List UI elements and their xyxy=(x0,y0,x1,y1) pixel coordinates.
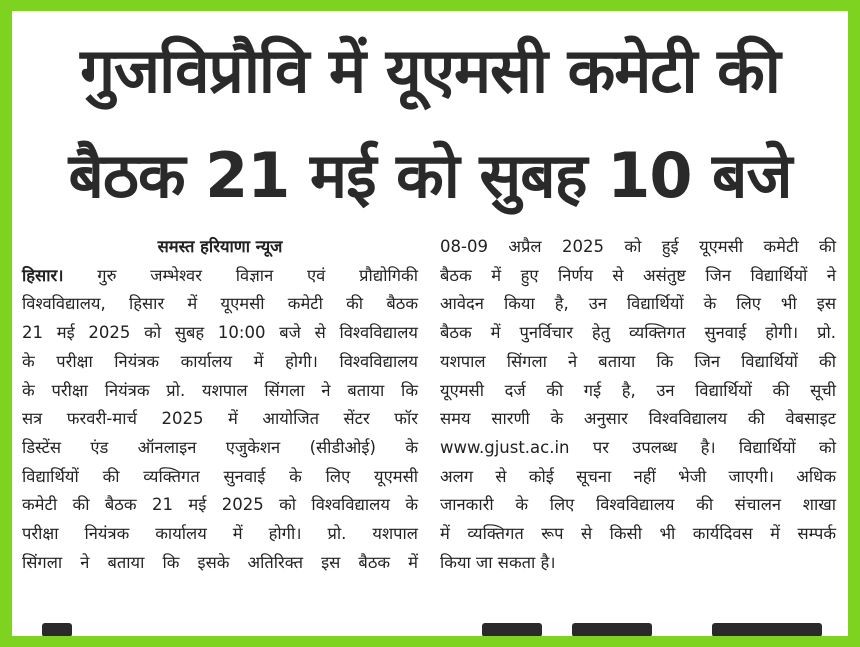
article-line: परीक्षा नियंत्रक कार्यालय में होगी। प्रो. यशपाल xyxy=(22,524,418,544)
byline: समस्त हरियाणा न्यूज xyxy=(157,237,283,256)
article-line: विश्वविद्यालय, हिसार में यूएमसी कमेटी की बैठक xyxy=(22,294,418,314)
article-line: यशपाल सिंगला ने बताया कि जिन विद्यार्थियों की xyxy=(440,351,836,371)
cropped-text-fragment xyxy=(42,623,72,636)
dateline: हिसार। xyxy=(22,265,64,285)
article-line: सत्र फरवरी-मार्च 2025 में आयोजित सेंटर फॉर xyxy=(22,409,418,429)
article-line: आवेदन किया है, उन विद्यार्थियों के लिए भी इस xyxy=(440,294,836,314)
article-line: डिस्टेंस एंड ऑनलाइन एजुकेशन (सीडीओई) के xyxy=(22,437,418,457)
article-first-line-text: गुरु जम्भेश्वर विज्ञान एवं प्रौद्योगिकी xyxy=(63,265,418,285)
cropped-text-fragment xyxy=(482,623,542,636)
article-line: बैठक में हुए निर्णय से असंतुष्ट जिन विद्यार्थियों ने xyxy=(440,265,836,285)
article-line: समय सारणी के अनुसार विश्वविद्यालय की वेबसाइट xyxy=(440,409,836,429)
article-line: अलग से कोई सूचना नहीं भेजी जाएगी। अधिक xyxy=(440,466,836,486)
newspaper-clipping xyxy=(12,11,848,636)
article-line: सिंगला ने बताया कि इसके अतिरिक्त इस बैठक में xyxy=(22,552,418,572)
article-first-line xyxy=(22,262,418,291)
article-line: 08-09 अप्रैल 2025 को हुई यूएमसी कमेटी की xyxy=(440,237,836,256)
article-line: बैठक में पुनर्विचार हेतु व्यक्तिगत सुनवाई होगी। प्रो. xyxy=(440,323,836,343)
article-column-left xyxy=(22,233,418,577)
article-line: में व्यक्तिगत रूप से किसी भी कार्यदिवस में सम्पर्क xyxy=(440,524,836,544)
article-line: www.gjust.ac.in पर उपलब्ध है। विद्यार्थियों को xyxy=(440,437,836,457)
headline-line-2: बैठक 21 मई को सुबह 10 बजे xyxy=(68,139,792,212)
article-line: किया जा सकता है। xyxy=(440,552,556,572)
article-column-right xyxy=(440,233,836,577)
article-line: यूएमसी दर्ज की गई है, उन विद्यार्थियों की सूची xyxy=(440,380,836,400)
article-line: 21 मई 2025 को सुबह 10:00 बजे से विश्वविद्यालय xyxy=(22,323,418,343)
article-line: कमेटी की बैठक 21 मई 2025 को विश्वविद्यालय के xyxy=(22,495,418,515)
article-line: विद्यार्थियों की व्यक्तिगत सुनवाई के लिए यूएमसी xyxy=(22,466,418,486)
cropped-text-fragment xyxy=(572,623,652,636)
cropped-text-fragment xyxy=(712,623,822,636)
article-line: के परीक्षा नियंत्रक प्रो. यशपाल सिंगला ने बताया कि xyxy=(22,380,418,400)
headline-line-1: गुजविप्रौवि में यूएमसी कमेटी की xyxy=(80,34,780,107)
article-line: जानकारी के लिए विश्वविद्यालय की संचालन शाखा xyxy=(440,495,836,515)
article-line: के परीक्षा नियंत्रक कार्यालय में होगी। विश्वविद्यालय xyxy=(22,351,418,371)
